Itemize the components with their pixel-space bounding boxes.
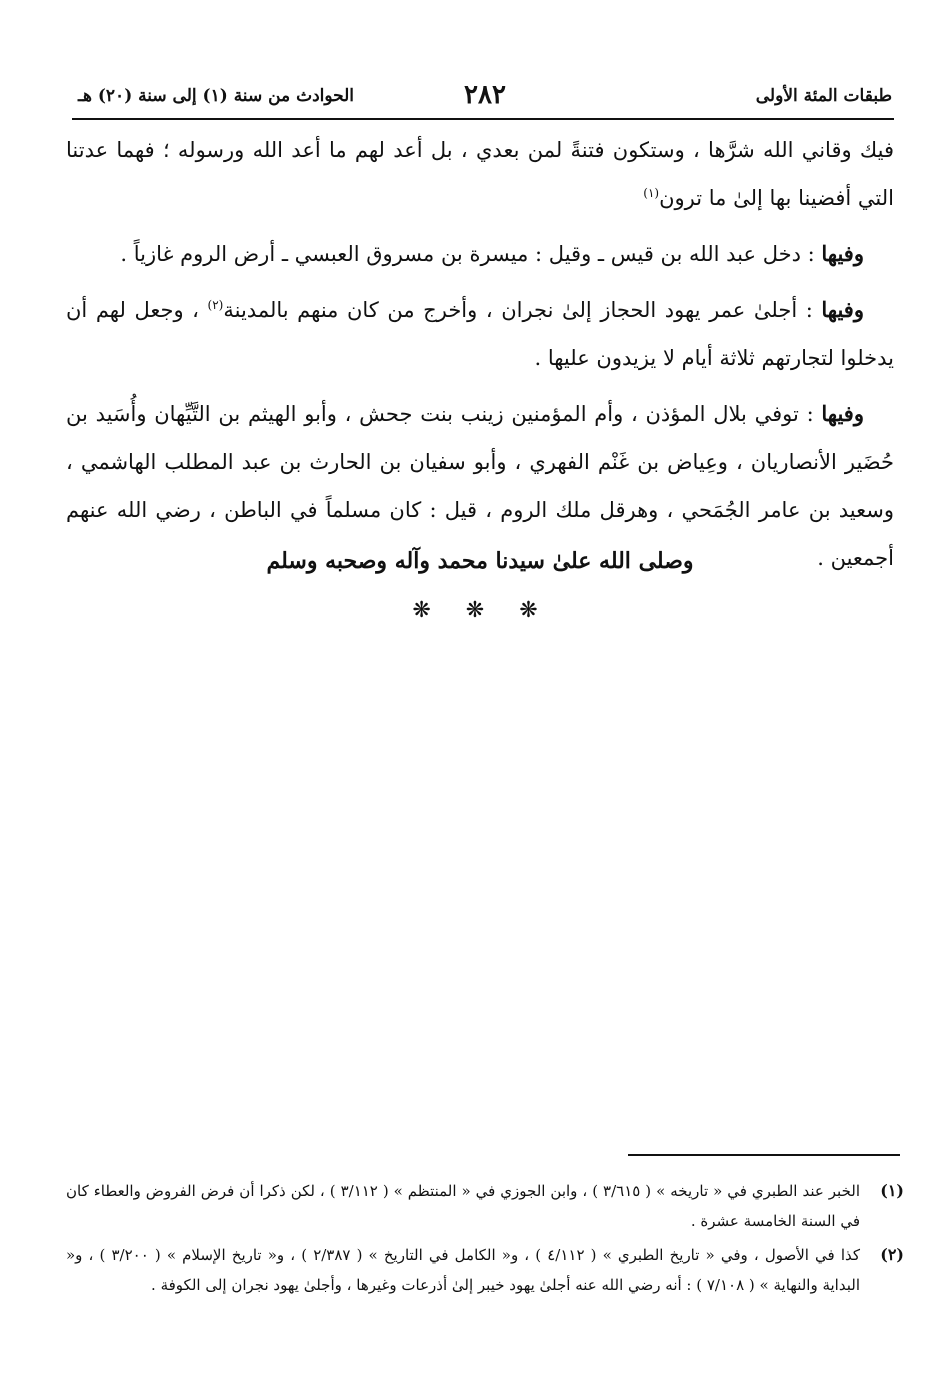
paragraph-3-text-b: ، وجعل لهم أن يدخلوا لتجارتهم ثلاثة أيام لا يزيدون عليها . — [66, 298, 894, 370]
footnote-2 — [66, 1240, 904, 1300]
paragraph-3-text-a: : أجلىٰ عمر يهود الحجاز إلىٰ نجران ، وأخرج من كان منهم بالمدينة — [223, 298, 822, 322]
closing-salutation: وصلى الله علىٰ سيدنا محمد وآله وصحبه وسلم — [266, 548, 694, 574]
paragraph-3 — [66, 286, 894, 382]
paragraph-1 — [66, 126, 894, 222]
book-title: طبقات المئة الأولى — [755, 86, 892, 106]
footnote-1 — [66, 1176, 904, 1236]
section-ornament — [0, 598, 950, 623]
paragraph-2-text: : دخل عبد الله بن قيس ـ وقيل : ميسرة بن مسروق العبسي ـ أرض الروم غازياً . — [120, 242, 822, 266]
footnote-ref-1[interactable]: (١) — [643, 186, 660, 200]
footnote-text: الخبر عند الطبري في « تاريخه » ( ٣/٦١٥ ) ، وابن الجوزي في « المنتظم » ( ٣/١١٢ ) ، لكن ذكرا أن فرض الفروض والعطاء كان في السنة الخامسة عشرة . — [66, 1182, 860, 1230]
section-title: الحوادث من سنة (١) إلى سنة (٢٠) هـ — [78, 86, 355, 106]
footnote-divider — [628, 1154, 900, 1156]
header-divider — [72, 118, 894, 120]
paragraph-4-lead: وفيها — [821, 401, 864, 426]
star-icon: ❋ — [412, 598, 431, 623]
paragraph-3-lead: وفيها — [821, 297, 864, 322]
page-number: ٢٨٢ — [464, 80, 506, 110]
paragraph-2-lead: وفيها — [821, 241, 864, 266]
paragraph-4-text: : توفي بلال المؤذن ، وأم المؤمنين زينب بنت جحش ، وأبو الهيثم بن التَّيِّهان وأُسَيد بن حُضَير الأنصاريان ، وعِياض بن غَنْم الفهري ، وأبو سفيان بن الحارث بن عبد المطلب الهاشمي ، وسعيد بن عامر الجُمَحي ، وهرقل ملك الروم ، قيل : كان مسلماً في الباطن ، رضي الله عنهم أجمعين . — [66, 402, 894, 570]
footnote-ref-2[interactable]: (٢) — [207, 298, 224, 312]
running-header — [78, 80, 892, 120]
star-icon: ❋ — [465, 598, 485, 623]
star-icon: ❋ — [519, 598, 538, 623]
footnote-number: (١) — [880, 1181, 904, 1200]
paragraph-1-text: فيك وقاني الله شرَّها ، وستكون فتنةً لمن بعدي ، بل أعد لهم ما أعد الله ورسوله ؛ فهما عدتنا التي أفضينا بها إلىٰ ما ترون — [66, 138, 894, 210]
footnote-number: (٢) — [880, 1245, 904, 1264]
footnote-text: كذا في الأصول ، وفي « تاريخ الطبري » ( ٤/١١٢ ) ، و« الكامل في التاريخ » ( ٢/٣٨٧ ) ، و« تاريخ الإسلام » ( ٣/٢٠٠ ) ، و« البداية والنهاية » ( ٧/١٠٨ ) : أنه رضي الله عنه أجلىٰ يهود خيبر إلىٰ أذرعات وغيرها ، وأجلىٰ يهود نجران إلى الكوفة . — [66, 1246, 861, 1294]
paragraph-2 — [66, 230, 894, 278]
footnotes — [66, 1176, 904, 1304]
main-text — [66, 126, 894, 590]
